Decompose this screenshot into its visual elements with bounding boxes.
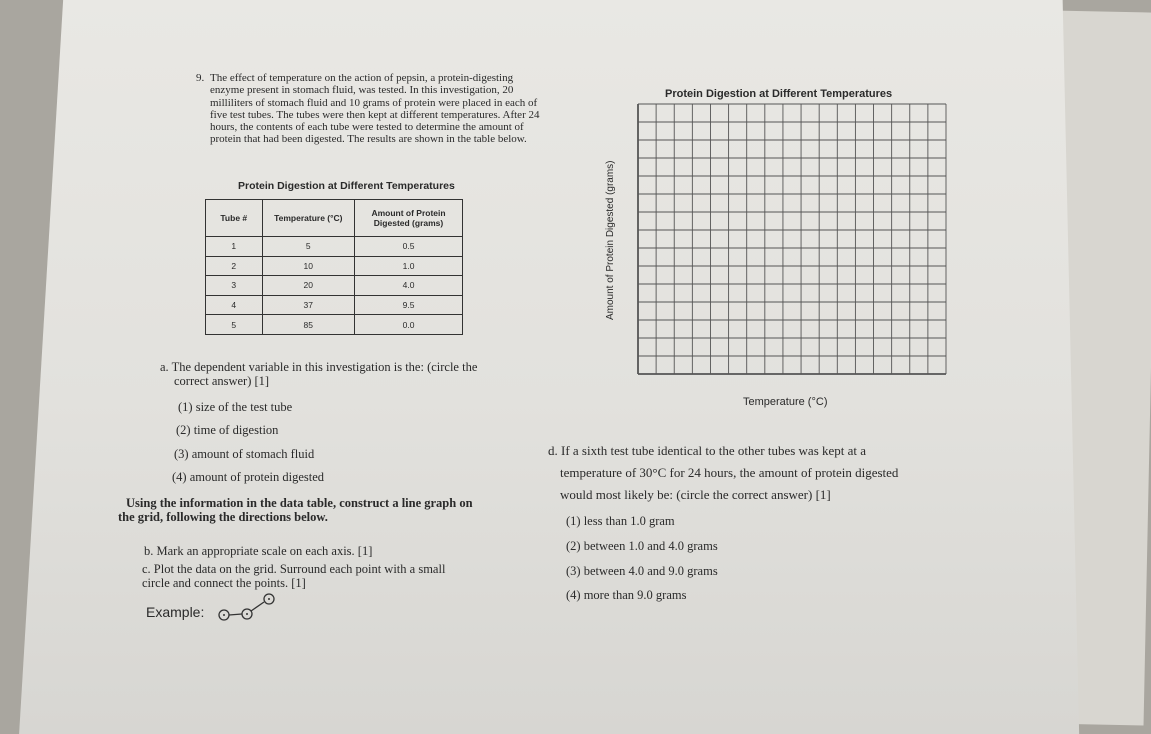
part-a-prompt <box>160 360 477 388</box>
intro-text: The effect of temperature on the action of pepsin, a protein-digesting enzyme present in stomach fluid, was tested. In this investigation, 20 milliliters of stomach fluid and 10 grams of protein were placed in each of five test tubes. The tubes were then kept at different temperatures. After 24 hours, the contents of each tube were tested to determine the amount of protein that had been digested. The results are shown in the table below. <box>210 72 540 146</box>
part-d-line: would most likely be: (circle the correct answer) [1] <box>560 487 831 502</box>
part-d-line: d. If a sixth test tube identical to the other tubes was kept at a <box>548 443 867 458</box>
table-row <box>206 276 463 296</box>
table-cell: 1.0 <box>355 256 463 276</box>
part-a-line: correct answer) [1] <box>174 374 270 388</box>
part-d-line: temperature of 30°C for 24 hours, the amount of protein digested <box>560 465 899 480</box>
table-cell: 5 <box>262 237 355 257</box>
part-a-line: a. The dependent variable in this investigation is the: (circle the <box>160 360 478 374</box>
graph-y-axis-label: Amount of Protein Digested (grams) <box>605 160 616 320</box>
blank-graph-grid[interactable] <box>637 103 947 375</box>
table-row <box>206 295 463 315</box>
graph-title: Protein Digestion at Different Temperatures <box>665 88 893 100</box>
data-table <box>205 199 463 335</box>
part-c <box>142 562 445 590</box>
part-d-option-3[interactable]: (3) between 4.0 and 9.0 grams <box>566 564 718 578</box>
table-row <box>206 237 463 257</box>
table-cell: 0.5 <box>355 237 463 257</box>
table-cell: 85 <box>262 315 355 335</box>
part-d-prompt <box>548 440 898 506</box>
part-a-option-2[interactable]: (2) time of digestion <box>176 423 279 437</box>
graph-x-axis-label: Temperature (°C) <box>743 396 828 408</box>
directions-line: Using the information in the data table, construct a line graph on <box>126 496 473 510</box>
table-cell: 5 <box>206 315 263 335</box>
table-header-cell: Tube # <box>206 200 263 237</box>
circled-points-example-icon <box>216 588 288 622</box>
table-cell: 3 <box>206 276 263 296</box>
table-row <box>206 315 463 335</box>
question-intro <box>196 72 540 146</box>
part-a-option-3[interactable]: (3) amount of stomach fluid <box>174 447 315 461</box>
part-b: b. Mark an appropriate scale on each axis. [1] <box>144 544 373 558</box>
part-d-option-2[interactable]: (2) between 1.0 and 4.0 grams <box>566 539 718 553</box>
table-header-cell: Temperature (°C) <box>262 200 355 237</box>
question-number: 9. <box>196 72 205 84</box>
part-c-line: c. Plot the data on the grid. Surround each point with a small <box>142 562 446 576</box>
part-d-option-1[interactable]: (1) less than 1.0 gram <box>566 514 675 528</box>
directions-line: the grid, following the directions below. <box>118 510 328 524</box>
table-cell: 0.0 <box>355 315 463 335</box>
part-d-option-4[interactable]: (4) more than 9.0 grams <box>566 588 687 602</box>
part-a-option-4[interactable]: (4) amount of protein digested <box>172 470 325 484</box>
example-label: Example: <box>146 604 205 620</box>
table-title: Protein Digestion at Different Temperatures <box>238 180 455 192</box>
table-cell: 1 <box>206 237 263 257</box>
part-c-line: circle and connect the points. [1] <box>142 576 306 590</box>
table-cell: 37 <box>262 295 355 315</box>
table-cell: 20 <box>262 276 355 296</box>
table-cell: 4 <box>206 295 263 315</box>
table-cell: 2 <box>206 256 263 276</box>
table-cell: 9.5 <box>355 295 463 315</box>
table-row <box>206 256 463 276</box>
graph-directions <box>118 496 473 524</box>
table-cell: 4.0 <box>355 276 463 296</box>
part-a-option-1[interactable]: (1) size of the test tube <box>178 400 293 414</box>
table-cell: 10 <box>262 256 355 276</box>
table-header-cell: Amount of Protein Digested (grams) <box>355 200 463 237</box>
